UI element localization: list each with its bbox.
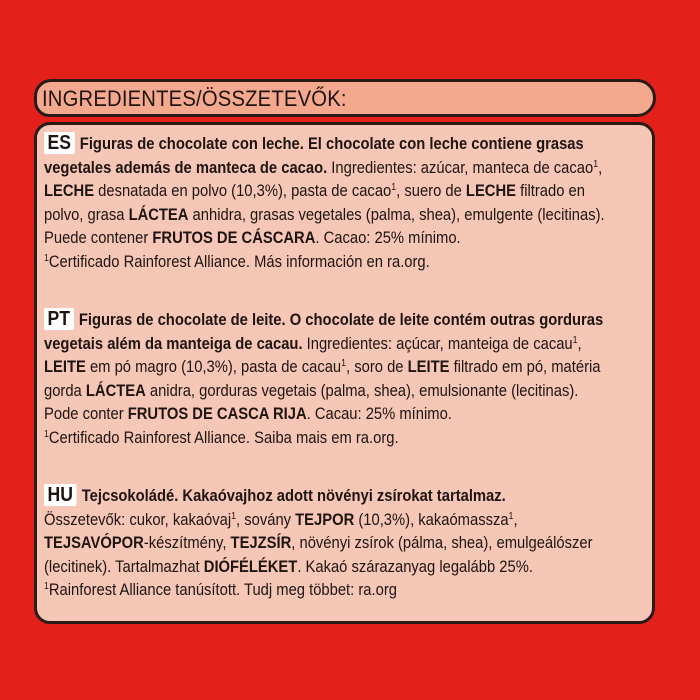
- hu-line-5: [44, 578, 572, 602]
- allergen-text: TEJZSÍR: [230, 533, 292, 552]
- es-text: anhidra, grasas vegetales (palma, shea), emulgente (lecitinas).: [188, 204, 605, 224]
- allergen-text: LECHE: [44, 181, 95, 200]
- allergen-text: FRUTOS DE CÁSCARA: [152, 228, 316, 247]
- pt-text: Pode conter: [44, 404, 128, 423]
- footnote-mark: 1: [593, 158, 599, 170]
- allergen-text: LEITE: [44, 357, 86, 376]
- allergen-text: LECHE: [465, 181, 516, 200]
- es-text: desnatada en polvo (10,3%), pasta de cacao: [94, 181, 392, 200]
- allergen-text: LÁCTEA: [128, 204, 189, 224]
- es-line-6: [44, 250, 572, 274]
- hu-text: (lecitinek). Tartalmazhat: [44, 556, 204, 576]
- es-line-1: [44, 132, 584, 156]
- hu-footnote: Rainforest Alliance tanúsított. Tudj meg többet: ra.org: [48, 580, 397, 599]
- pt-line-5: [44, 402, 572, 426]
- hu-line-1: [44, 484, 572, 508]
- pt-line-6: [44, 426, 572, 450]
- footnote-mark: 1: [391, 182, 397, 193]
- footnote-mark: 1: [341, 358, 347, 369]
- pt-line-1: [44, 308, 604, 332]
- allergen-text: TEJPOR: [295, 509, 355, 529]
- es-text: filtrado en: [515, 181, 585, 200]
- hu-text: , sovány: [236, 509, 296, 529]
- pt-text: . Cacau: 25% mínimo.: [306, 404, 452, 423]
- allergen-text: FRUTOS DE CASCA RIJA: [127, 404, 307, 423]
- hu-text: , növényi zsírok (pálma, shea), emulgeálószer: [291, 533, 593, 552]
- pt-title-text: Figuras de chocolate de leite. O chocolate de leite contém outras gorduras: [78, 310, 604, 329]
- hu-line-4: [44, 555, 572, 579]
- es-text: . Cacao: 25% mínimo.: [315, 228, 461, 247]
- footnote-mark: 1: [44, 252, 49, 264]
- pt-line-2: [44, 332, 582, 356]
- section-pt: [44, 308, 644, 449]
- section-es: [44, 132, 644, 273]
- es-text: ,: [598, 157, 603, 177]
- pt-line-4: [44, 379, 579, 403]
- es-title-text: Figuras de chocolate con leche. El chocolate con leche contiene grasas: [79, 134, 584, 153]
- es-line-5: [44, 226, 572, 250]
- es-bold-text: vegetales además de manteca de cacao.: [44, 157, 328, 177]
- es-text: , suero de: [396, 181, 466, 200]
- es-line-2: [44, 156, 603, 180]
- footnote-mark: 1: [44, 428, 49, 440]
- hu-text: Összetevők: cukor, kakaóvaj: [44, 509, 232, 529]
- hu-line-2: [44, 508, 572, 532]
- lang-badge-pt: PT: [44, 308, 74, 330]
- es-line-4: [44, 203, 605, 227]
- pt-text: filtrado em pó, matéria: [449, 357, 601, 376]
- es-footnote: Certificado Rainforest Alliance. Más información en ra.org.: [48, 251, 430, 271]
- hu-title-text: Tejcsokoládé. Kakaóvajhoz adott növényi zsírokat tartalmaz.: [81, 486, 506, 505]
- allergen-text: TEJSAVÓPOR: [44, 533, 144, 552]
- pt-text: , soro de: [346, 357, 408, 376]
- es-text: Puede contener: [44, 228, 153, 247]
- lang-badge-es: ES: [44, 132, 75, 154]
- footnote-mark: 1: [572, 334, 578, 346]
- allergen-text: LÁCTEA: [85, 380, 146, 400]
- hu-text: ,: [513, 509, 518, 529]
- es-line-3: [44, 179, 585, 203]
- pt-text: anidra, gorduras vegetais (palma, shea), emulsionante (lecitinas).: [145, 380, 579, 400]
- es-text: Ingredientes: azúcar, manteca de cacao: [327, 157, 594, 177]
- pt-text: Ingredientes: açúcar, manteiga de cacau: [302, 333, 573, 353]
- pt-line-3: [44, 355, 601, 379]
- footnote-mark: 1: [508, 510, 514, 522]
- pt-text: em pó magro (10,3%), pasta de cacau: [85, 357, 342, 376]
- section-hu: [44, 484, 644, 602]
- hu-line-3: [44, 531, 593, 555]
- footnote-mark: 1: [231, 510, 237, 522]
- pt-bold-text: vegetais além da manteiga de cacau.: [44, 333, 303, 353]
- allergen-text: LEITE: [407, 357, 450, 376]
- lang-badge-hu: HU: [44, 484, 76, 506]
- allergen-text: DIÓFÉLÉKET: [203, 556, 298, 576]
- footnote-mark: 1: [44, 581, 49, 592]
- hu-text: . Kakaó szárazanyag legalább 25%.: [297, 556, 533, 576]
- hu-text: -készítmény,: [143, 533, 231, 552]
- hu-text: (10,3%), kakaómassza: [354, 509, 509, 529]
- pt-footnote: Certificado Rainforest Alliance. Saiba mais em ra.org.: [48, 427, 399, 447]
- pt-text: gorda: [44, 380, 86, 400]
- ingredients-title: INGREDIENTES/ÖSSZETEVŐK:: [42, 86, 347, 111]
- pt-text: ,: [577, 333, 582, 353]
- es-text: polvo, grasa: [44, 204, 129, 224]
